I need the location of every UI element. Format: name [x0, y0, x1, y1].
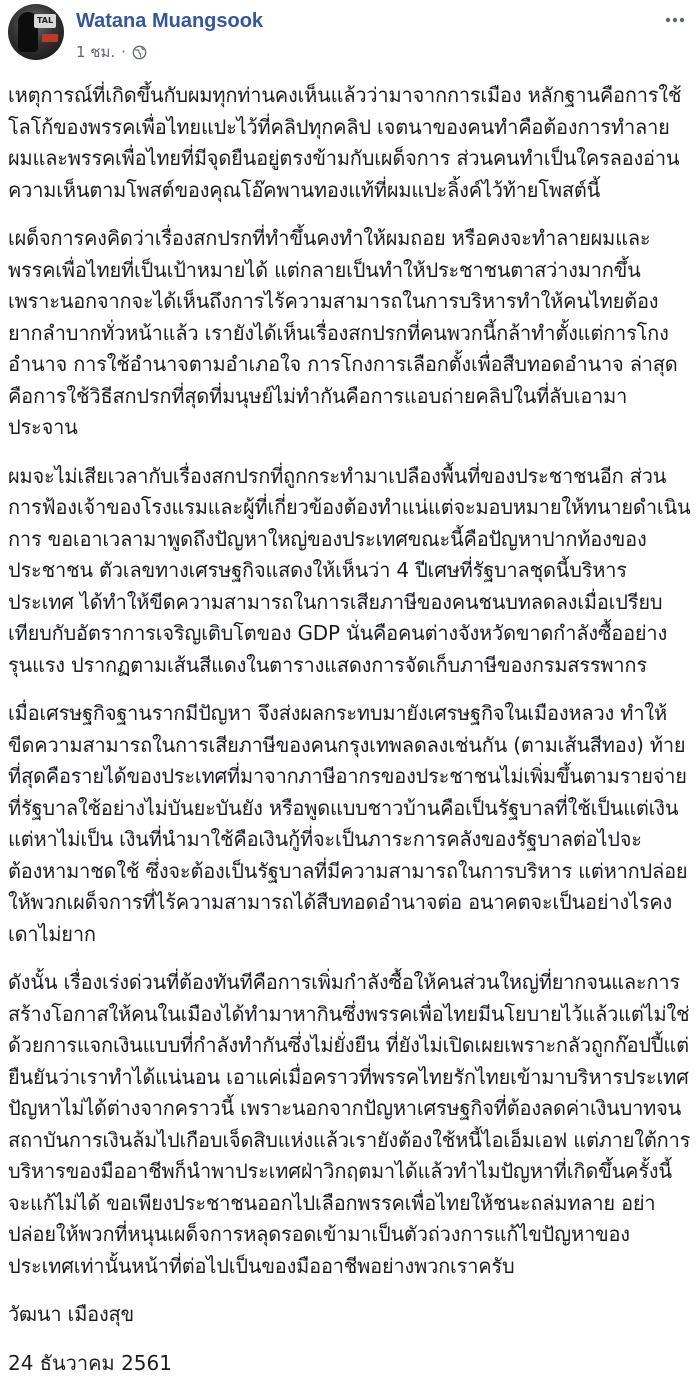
globe-icon[interactable] [132, 45, 147, 60]
post-paragraph-2: เผด็จการคงคิดว่าเรื่องสกปรกที่ทำขึ้นคงทำให้ผมถอย หรือคงจะทำลายผมและพรรคเพื่อไทยที่เป็นเป้าหมายได้ แต่กลายเป็นทำให้ประชาชนตาสว่างมากขึ้น เพราะนอกจากจะได้เห็นถึงการไร้ความสามารถในการบริหารทำให้คนไทยต้องยากลำบากทั่วหน้าแล้ว เรายังได้เห็นเรื่องสกปรกที่คนพวกนี้กล้าทำตั้งแต่การโกงอำนาจ การใช้อำนาจตามอำเภอใจ การโกงการเลือกตั้งเพื่อสืบทอดอำนาจ ล่าสุดคือการใช้วิธีสกปรกที่สุดที่มนุษย์ไม่ทำกันคือการแอบถ่ายคลิปในที่ลับเอามาประจาน [8, 223, 692, 444]
post-paragraph-1: เหตุการณ์ที่เกิดขึ้นกับผมทุกท่านคงเห็นแล้วว่ามาจากการเมือง หลักฐานคือการใช้โลโก้ของพรรคเพื่อไทยแปะไว้ที่คลิปทุกคลิป เจตนาของคนทำคือต้องการทำลายผมและพรรคเพื่อไทยที่มีจุดยืนอยู่ตรงข้ามกับเผด็จการ ส่วนคนทำเป็นใครลองอ่านความเห็นตามโพสต์ของคุณโอ๊คพานทองแท้ที่ผมแปะลิ้งค์ไว้ท้ายโพสต์นี้ [8, 80, 692, 206]
avatar-badge: TAL [34, 14, 56, 28]
post-header [8, 4, 692, 60]
post-paragraph-5: ดังนั้น เรื่องเร่งด่วนที่ต้องทันทีคือการเพิ่มกำลังซื้อให้คนส่วนใหญ่ที่ยากจนและการสร้างโอกาสให้คนในเมืองได้ทำมาหากินซึ่งพรรคเพื่อไทยมีนโยบายไว้แล้วแต่ไม่ใช่ด้วยการแจกเงินแบบที่กำลังทำกันซึ่งไม่ยั่งยืน ที่ยังไม่เปิดเผยเพราะกลัวถูกก๊อปปี้แต่ยืนยันว่าเราทำได้แน่นอน เอาแค่เมื่อคราวที่พรรคไทยรักไทยเข้ามาบริหารประเทศปัญหาไม่ได้ต่างจากคราวนี้ เพราะนอกจากปัญหาเศรษฐกิจที่ต้องลดค่าเงินบาทจนสถาบันการเงินล้มไปเกือบเจ็ดสิบแห่งแล้วเรายังต้องใช้หนี้ไอเอ็มเอฟ แต่ภายใต้การบริหารของมืออาชีพก็นำพาประเทศฝ่าวิกฤตมาได้แล้วทำไมปัญหาที่เกิดขึ้นครั้งนี้จะแก้ไม่ได้ ขอเพียงประชาชนออกไปเลือกพรรคเพื่อไทยให้ชนะถล่มทลาย อย่าปล่อยให้พวกที่หนุนเผด็จการหลุดรอดเข้ามาเป็นตัวถ่วงการแก้ไขปัญหาของประเทศเท่านั้นหน้าที่ต่อไปเป็นของมืออาชีพอย่างพวกเราครับ [8, 967, 692, 1282]
avatar-badge-red [42, 34, 58, 42]
post-time[interactable]: 1 ชม. [76, 40, 115, 64]
post-signature-date: 24 ธันวาคม 2561 [8, 1348, 692, 1379]
more-options-icon[interactable] [662, 12, 688, 28]
post-meta [76, 40, 147, 64]
post-paragraph-3: ผมจะไม่เสียเวลากับเรื่องสกปรกที่ถูกกระทำมาเปลืองพื้นที่ของประชาชนอีก ส่วนการฟ้องเจ้าของโรงแรมและผู้ที่เกี่ยวข้องต้องทำแน่แต่จะมอบหมายให้ทนายดำเนินการ ขอเอาเวลามาพูดถึงปัญหาใหญ่ของประเทศขณะนี้คือปัญหาปากท้องของประชาชน ตัวเลขทางเศรษฐกิจแสดงให้เห็นว่า 4 ปีเศษที่รัฐบาลชุดนี้บริหารประเทศ ได้ทำให้ขีดความสามารถในการเสียภาษีของคนชนบทลดลงเมื่อเปรียบเทียบกับอัตราการเจริญเติบโตของ GDP นั่นคือคนต่างจังหวัดขาดกำลังซื้ออย่างรุนแรง ปรากฏตามเส้นสีแดงในตารางแสดงการจัดเก็บภาษีของกรมสรรพากร [8, 461, 692, 682]
meta-separator: · [121, 43, 126, 61]
post-signature-name: วัฒนา เมืองสุข [8, 1299, 692, 1331]
post-body [8, 80, 692, 1379]
avatar[interactable] [8, 4, 64, 60]
author-name[interactable]: Watana Muangsook [76, 10, 263, 33]
post-paragraph-4: เมื่อเศรษฐกิจฐานรากมีปัญหา จึงส่งผลกระทบมายังเศรษฐกิจในเมืองหลวง ทำให้ขีดความสามารถในการเสียภาษีของคนกรุงเทพลดลงเช่นกัน (ตามเส้นสีทอง) ท้ายที่สุดคือรายได้ของประเทศที่มาจากภาษีอากรของประชาชนไม่เพิ่มขึ้นตามรายจ่ายที่รัฐบาลใช้อย่างไม่บันยะบันยัง หรือพูดแบบชาวบ้านคือเป็นรัฐบาลที่ใช้เป็นแต่เงินแต่หาไม่เป็น เงินที่นำมาใช้คือเงินกู้ที่จะเป็นภาระการคลังของรัฐบาลต่อไปจะต้องหามาชดใช้ ซึ่งจะต้องเป็นรัฐบาลที่มีความสามารถในการบริหาร แต่หากปล่อยให้พวกเผด็จการที่ไร้ความสามารถได้สืบทอดอำนาจต่อ อนาคตจะเป็นอย่างไรคงเดาไม่ยาก [8, 698, 692, 950]
